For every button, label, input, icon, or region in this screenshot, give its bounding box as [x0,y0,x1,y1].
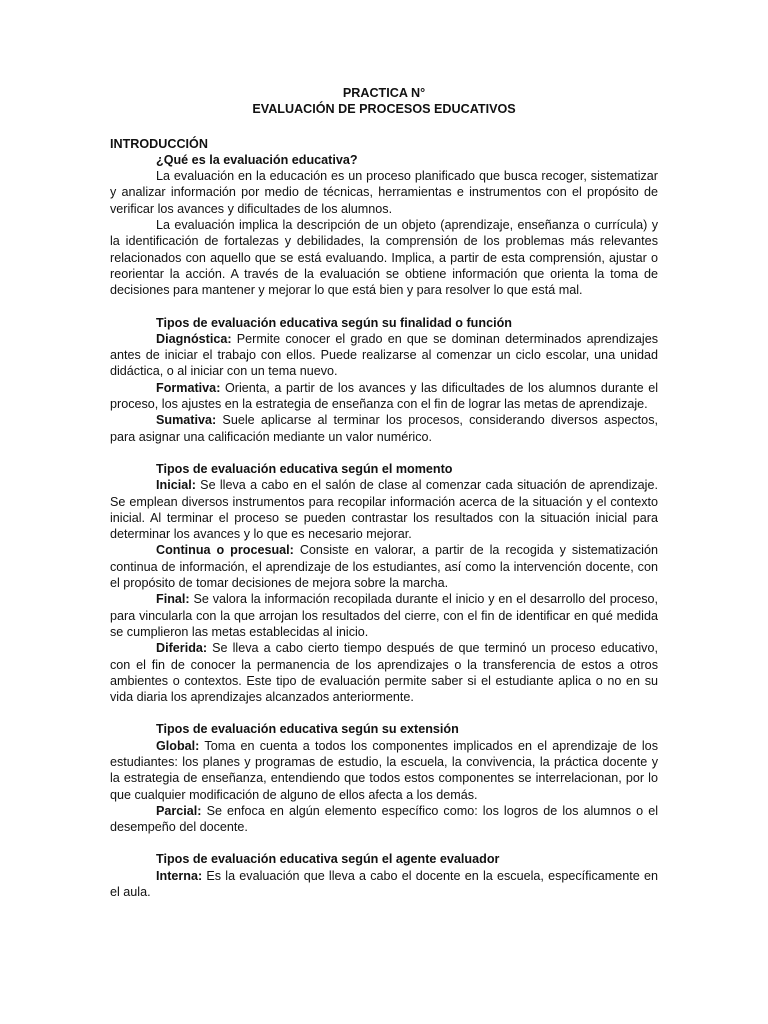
document-title-line1: PRACTICA N° [342,86,426,100]
section-heading-extension: Tipos de evaluación educativa según su extensión [156,722,459,737]
paragraph-final: Final: Se valora la información recopilada durante el inicio y en el desarrollo del proceso, para vincularla con la que arrojan los resultados del cierre, con el fin de identificar en qué medida se cumplieron las metas establecidas al inicio. [110,592,658,639]
section-heading-function: Tipos de evaluación educativa según su finalidad o función [156,315,512,330]
term-global: Global: [156,738,200,753]
term-inicial: Inicial: [156,478,196,493]
intro-paragraph-2: La evaluación implica la descripción de un objeto (aprendizaje, enseñanza o currícula) y la identificación de fortalezas y debilidades, la comprensión de los problemas más relevantes relacionados con aquello que se está evaluando. Implica, a partir de esta comprensión, ajustar o reorientar la acción. A través de la evaluación se obtiene información que orienta la toma de decisiones para mantener y mejorar lo que está bien y para resolver lo que está mal. [110,218,658,298]
term-diagnostica: Diagnóstica: [156,331,232,346]
intro-heading: INTRODUCCIÓN [110,136,208,151]
paragraph-interna: Interna: Es la evaluación que lleva a cabo el docente en la escuela, específicamente en el aula. [110,868,658,900]
term-interna: Interna: [156,868,203,883]
term-sumativa: Sumativa: [156,413,217,428]
paragraph-formativa: Formativa: Orienta, a partir de los avances y las dificultades de los alumnos durante el proceso, los ajustes en la estrategia de enseñanza con el fin de lograr las metas de aprendizaje. [110,380,658,412]
document-title-line2: EVALUACIÓN DE PROCESOS EDUCATIVOS [252,102,516,117]
term-continua: Continua o procesual: [156,543,294,558]
paragraph-sumativa: Sumativa: Suele aplicarse al terminar los procesos, considerando diversos aspectos, para asignar una calificación mediante un valor numérico. [110,413,658,444]
paragraph-diferida: Diferida: Se lleva a cabo cierto tiempo después de que terminó un proceso educativo, con el fin de conocer la permanencia de los aprendizajes o la transferencia de estos a otros ambientes o contextos. Este tipo de evaluación permite saber si el estudiante aplica o no en su vida diaria los aprendizajes alcanzados anteriormente. [110,641,658,705]
term-final: Final: [156,592,190,607]
paragraph-inicial: Inicial: Se lleva a cabo en el salón de clase al comenzar cada situación de aprendizaje. Se emplean diversos instrumentos para recopilar información acerca de la situación y el contexto inicial. Al terminar el proceso se pueden contrastar los resultados con la situación inicial para determinar los avances y lo que es necesario mejorar. [110,478,658,542]
section-heading-moment: Tipos de evaluación educativa según el momento [156,461,453,476]
paragraph-continua: Continua o procesual: Consiste en valorar, a partir de la recogida y sistematización continua de información, el aprendizaje de los estudiantes, así como la intervención docente, con el propósito de tomar decisiones de mejora sobre la marcha. [110,543,658,591]
intro-paragraph-1: La evaluación en la educación es un proceso planificado que busca recoger, sistematizar y analizar información por medio de técnicas, herramientas e instrumentos con el propósito de verificar los avances y dificultades de los alumnos. [110,169,658,216]
section-heading-agent: Tipos de evaluación educativa según el agente evaluador [156,852,500,867]
intro-question: ¿Qué es la evaluación educativa? [156,152,358,167]
paragraph-global: Global: Toma en cuenta a todos los componentes implicados en el aprendizaje de los estudiantes: los planes y programas de estudio, la escuela, la convivencia, la práctica docente y la estrategia de enseñanza, entendiendo que todos estos componentes se interrelacionan, por lo que cualquier modificación de alguno de ellos afecta a los demás. [110,738,658,802]
term-formativa: Formativa: [156,380,221,395]
document-body [110,85,658,900]
paragraph-diagnostica: Diagnóstica: Permite conocer el grado en que se dominan determinados aprendizajes antes de iniciar el trabajo con ellos. Puede realizarse al comenzar un ciclo escolar, una unidad didáctica, o al iniciar con un tema nuevo. [110,331,658,379]
term-diferida: Diferida: [156,641,208,656]
paragraph-parcial: Parcial: Se enfoca en algún elemento específico como: los logros de los alumnos o el desempeño del docente. [110,803,658,835]
term-parcial: Parcial: [156,803,202,818]
